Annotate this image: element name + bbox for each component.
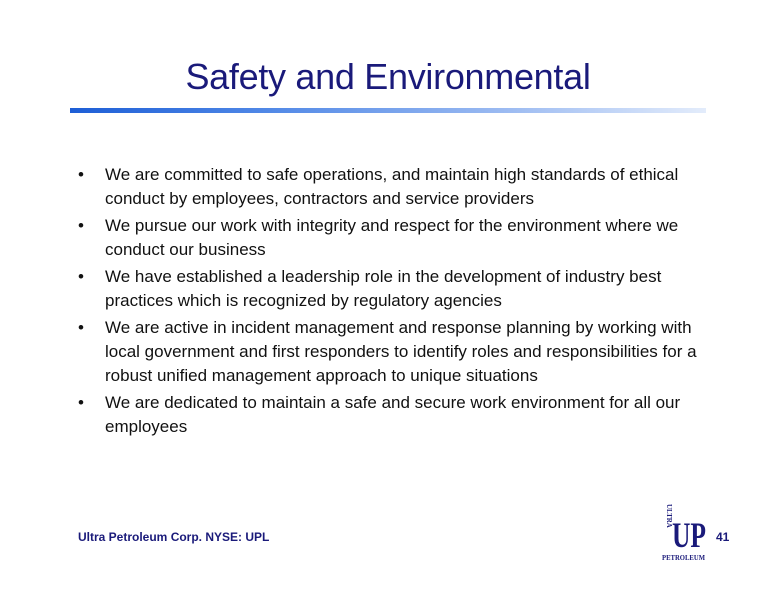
bullet-item bbox=[78, 265, 708, 313]
bullet-item bbox=[78, 391, 708, 439]
bullet-text: We are dedicated to maintain a safe and secure work environment for all our employees bbox=[105, 393, 681, 436]
bullet-item bbox=[78, 214, 708, 262]
logo-bottom-text: PETROLEUM bbox=[662, 553, 705, 562]
footer-company: Ultra Petroleum Corp. NYSE: UPL bbox=[78, 530, 270, 544]
slide-title: Safety and Environmental bbox=[185, 56, 591, 97]
logo-top-text: ULTRA bbox=[665, 504, 673, 528]
bullet-text: We have established a leadership role in the development of industry best practices which is recognized by regulatory agencies bbox=[105, 267, 662, 310]
page-number: 41 bbox=[716, 530, 730, 544]
company-logo-icon bbox=[660, 500, 706, 564]
bullet-marker: • bbox=[78, 267, 84, 286]
bullet-text: We pursue our work with integrity and respect for the environment where we conduct our business bbox=[105, 216, 679, 259]
logo-letters: UP bbox=[672, 515, 706, 555]
bullet-marker: • bbox=[78, 393, 84, 412]
bullet-text: We are active in incident management and response planning by working with local government and first responders to identify roles and responsibilities for a robust unified management approach to unique situations bbox=[105, 318, 697, 385]
bullet-marker: • bbox=[78, 318, 84, 337]
bullet-text: We are committed to safe operations, and maintain high standards of ethical conduct by employees, contractors and service providers bbox=[105, 165, 679, 208]
bullet-marker: • bbox=[78, 216, 84, 235]
bullet-item bbox=[78, 316, 708, 388]
bullet-list bbox=[78, 163, 708, 442]
title-divider bbox=[70, 108, 706, 113]
bullet-item bbox=[78, 163, 708, 211]
bullet-marker: • bbox=[78, 165, 84, 184]
